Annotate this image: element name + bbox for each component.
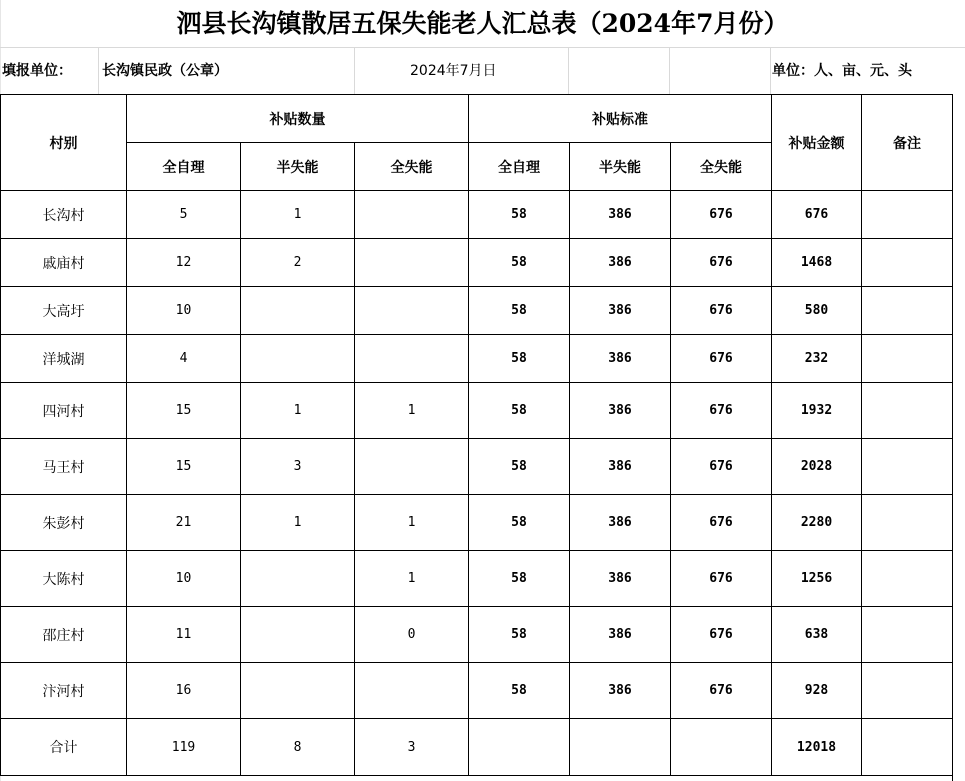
amount-cell[interactable]: 676	[772, 191, 862, 239]
standard-semi-disabled-cell[interactable]: 386	[570, 383, 671, 439]
quantity-self-care-cell[interactable]: 11	[127, 607, 241, 663]
table-row	[1, 495, 953, 551]
standard-semi-disabled-cell[interactable]: 386	[570, 287, 671, 335]
standard-fully-disabled-cell[interactable]: 676	[671, 335, 772, 383]
standard-self-care-cell[interactable]: 58	[469, 663, 570, 719]
standard-self-care-cell[interactable]: 58	[469, 335, 570, 383]
remark-cell[interactable]	[862, 239, 953, 287]
quantity-self-care-cell[interactable]: 119	[127, 719, 241, 776]
amount-cell[interactable]: 12018	[772, 719, 862, 776]
grid-line	[568, 47, 569, 94]
quantity-semi-disabled-cell[interactable]	[241, 607, 355, 663]
standard-fully-disabled-cell[interactable]: 676	[671, 239, 772, 287]
table-row	[1, 191, 953, 239]
header-quantity-semi-disabled[interactable]: 半失能	[241, 143, 355, 191]
remark-cell[interactable]	[862, 607, 953, 663]
village-cell[interactable]: 戚庙村	[1, 239, 127, 287]
remark-cell[interactable]	[862, 663, 953, 719]
remark-cell[interactable]	[862, 719, 953, 776]
standard-self-care-cell[interactable]: 58	[469, 383, 570, 439]
village-cell[interactable]: 汴河村	[1, 663, 127, 719]
table-row	[1, 719, 953, 776]
summary-table	[0, 94, 953, 776]
quantity-semi-disabled-cell[interactable]: 1	[241, 495, 355, 551]
quantity-fully-disabled-cell[interactable]	[355, 191, 469, 239]
remark-cell[interactable]	[862, 439, 953, 495]
quantity-semi-disabled-cell[interactable]	[241, 551, 355, 607]
standard-fully-disabled-cell[interactable]: 676	[671, 495, 772, 551]
header-standard-semi-disabled[interactable]: 半失能	[570, 143, 671, 191]
header-standard-group[interactable]: 补贴标准	[469, 95, 772, 143]
table-row	[1, 607, 953, 663]
header-standard-fully-disabled[interactable]: 全失能	[671, 143, 772, 191]
amount-cell[interactable]: 1256	[772, 551, 862, 607]
header-remark[interactable]: 备注	[862, 95, 953, 191]
header-standard-self-care[interactable]: 全自理	[469, 143, 570, 191]
standard-semi-disabled-cell[interactable]: 386	[570, 335, 671, 383]
quantity-semi-disabled-cell[interactable]: 1	[241, 191, 355, 239]
quantity-semi-disabled-cell[interactable]	[241, 335, 355, 383]
standard-fully-disabled-cell[interactable]: 676	[671, 607, 772, 663]
standard-fully-disabled-cell[interactable]: 676	[671, 287, 772, 335]
standard-self-care-cell[interactable]: 58	[469, 239, 570, 287]
report-date: 2024年7月日	[410, 63, 497, 79]
table-row	[1, 287, 953, 335]
quantity-semi-disabled-cell[interactable]: 1	[241, 383, 355, 439]
reporting-unit-label: 填报单位：	[2, 63, 72, 79]
quantity-fully-disabled-cell[interactable]: 1	[355, 383, 469, 439]
quantity-self-care-cell[interactable]: 16	[127, 663, 241, 719]
quantity-semi-disabled-cell[interactable]: 2	[241, 239, 355, 287]
standard-semi-disabled-cell[interactable]: 386	[570, 439, 671, 495]
grid-line	[770, 47, 771, 94]
quantity-semi-disabled-cell[interactable]: 3	[241, 439, 355, 495]
standard-self-care-cell[interactable]: 58	[469, 495, 570, 551]
remark-cell[interactable]	[862, 287, 953, 335]
village-cell[interactable]: 长沟村	[1, 191, 127, 239]
quantity-fully-disabled-cell[interactable]	[355, 239, 469, 287]
table-row	[1, 439, 953, 495]
standard-semi-disabled-cell[interactable]: 386	[570, 663, 671, 719]
quantity-self-care-cell[interactable]: 21	[127, 495, 241, 551]
quantity-semi-disabled-cell[interactable]	[241, 663, 355, 719]
standard-semi-disabled-cell[interactable]: 386	[570, 239, 671, 287]
quantity-self-care-cell[interactable]: 4	[127, 335, 241, 383]
quantity-fully-disabled-cell[interactable]: 0	[355, 607, 469, 663]
village-cell[interactable]: 大陈村	[1, 551, 127, 607]
village-cell[interactable]: 朱彭村	[1, 495, 127, 551]
quantity-self-care-cell[interactable]: 5	[127, 191, 241, 239]
amount-cell[interactable]: 2280	[772, 495, 862, 551]
village-cell[interactable]: 合计	[1, 719, 127, 776]
table-row	[1, 663, 953, 719]
standard-self-care-cell[interactable]: 58	[469, 287, 570, 335]
quantity-fully-disabled-cell[interactable]: 1	[355, 495, 469, 551]
header-quantity-group[interactable]: 补贴数量	[127, 95, 469, 143]
quantity-fully-disabled-cell[interactable]	[355, 287, 469, 335]
quantity-self-care-cell[interactable]: 12	[127, 239, 241, 287]
table-row	[1, 551, 953, 607]
standard-self-care-cell[interactable]: 58	[469, 191, 570, 239]
amount-cell[interactable]: 638	[772, 607, 862, 663]
village-cell[interactable]: 洋城湖	[1, 335, 127, 383]
quantity-self-care-cell[interactable]: 15	[127, 383, 241, 439]
grid-line	[669, 47, 670, 94]
standard-fully-disabled-cell[interactable]	[671, 719, 772, 776]
standard-self-care-cell[interactable]: 58	[469, 439, 570, 495]
quantity-fully-disabled-cell[interactable]	[355, 439, 469, 495]
quantity-self-care-cell[interactable]: 10	[127, 287, 241, 335]
standard-fully-disabled-cell[interactable]: 676	[671, 551, 772, 607]
header-amount[interactable]: 补贴金额	[772, 95, 862, 191]
village-cell[interactable]: 邵庄村	[1, 607, 127, 663]
standard-fully-disabled-cell[interactable]: 676	[671, 383, 772, 439]
quantity-fully-disabled-cell[interactable]	[355, 663, 469, 719]
remark-cell[interactable]	[862, 383, 953, 439]
standard-self-care-cell[interactable]: 58	[469, 607, 570, 663]
table-row	[1, 335, 953, 383]
village-cell[interactable]: 四河村	[1, 383, 127, 439]
village-cell[interactable]: 大高圩	[1, 287, 127, 335]
header-quantity-self-care[interactable]: 全自理	[127, 143, 241, 191]
quantity-fully-disabled-cell[interactable]	[355, 335, 469, 383]
standard-fully-disabled-cell[interactable]: 676	[671, 439, 772, 495]
grid-edge	[952, 94, 965, 781]
header-row	[1, 95, 953, 143]
quantity-fully-disabled-cell[interactable]: 3	[355, 719, 469, 776]
remark-cell[interactable]	[862, 551, 953, 607]
amount-cell[interactable]: 1932	[772, 383, 862, 439]
header-quantity-fully-disabled[interactable]: 全失能	[355, 143, 469, 191]
reporting-unit-value: 长沟镇民政（公章）	[102, 63, 228, 79]
header-village[interactable]: 村别	[1, 95, 127, 191]
standard-semi-disabled-cell[interactable]: 386	[570, 191, 671, 239]
page-title: 泗县长沟镇散居五保失能老人汇总表（2024年7月份）	[176, 9, 789, 38]
amount-cell[interactable]: 928	[772, 663, 862, 719]
standard-fully-disabled-cell[interactable]: 676	[671, 191, 772, 239]
standard-self-care-cell[interactable]	[469, 719, 570, 776]
remark-cell[interactable]	[862, 495, 953, 551]
standard-semi-disabled-cell[interactable]	[570, 719, 671, 776]
table-row	[1, 383, 953, 439]
standard-self-care-cell[interactable]: 58	[469, 551, 570, 607]
standard-semi-disabled-cell[interactable]: 386	[570, 495, 671, 551]
remark-cell[interactable]	[862, 191, 953, 239]
quantity-fully-disabled-cell[interactable]: 1	[355, 551, 469, 607]
amount-cell[interactable]: 2028	[772, 439, 862, 495]
village-cell[interactable]: 马王村	[1, 439, 127, 495]
amount-cell[interactable]: 580	[772, 287, 862, 335]
quantity-self-care-cell[interactable]: 10	[127, 551, 241, 607]
standard-semi-disabled-cell[interactable]: 386	[570, 607, 671, 663]
quantity-semi-disabled-cell[interactable]	[241, 287, 355, 335]
amount-cell[interactable]: 232	[772, 335, 862, 383]
standard-fully-disabled-cell[interactable]: 676	[671, 663, 772, 719]
remark-cell[interactable]	[862, 335, 953, 383]
measurement-units: 单位：人、亩、元、头	[772, 63, 912, 79]
quantity-self-care-cell[interactable]: 15	[127, 439, 241, 495]
standard-semi-disabled-cell[interactable]: 386	[570, 551, 671, 607]
amount-cell[interactable]: 1468	[772, 239, 862, 287]
grid-line	[98, 47, 99, 94]
quantity-semi-disabled-cell[interactable]: 8	[241, 719, 355, 776]
grid-line	[354, 47, 355, 94]
table-row	[1, 239, 953, 287]
